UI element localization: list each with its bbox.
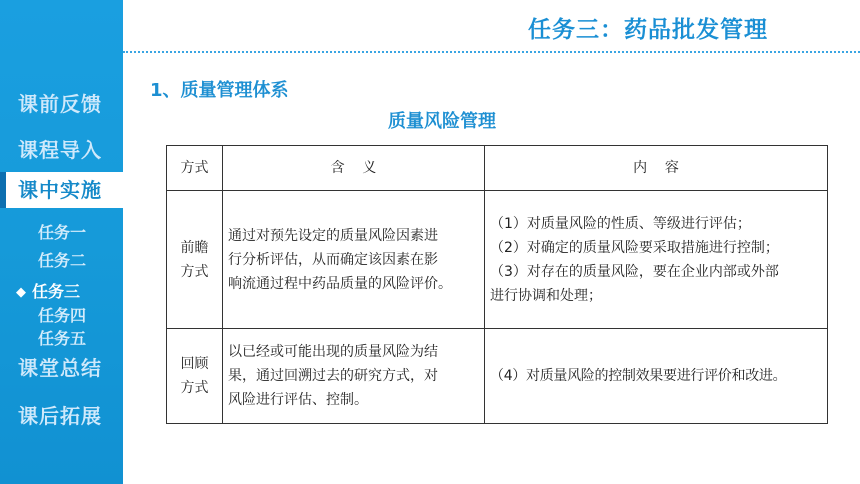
table-caption: 质量风险管理 [388,111,496,132]
sidebar [0,0,123,484]
meaning-cell: 通过对预先设定的质量风险因素进 行分析评估，从而确定该因素在影 响流通过程中药品质量的风险评价。 [223,191,485,329]
table-row [167,191,828,329]
table-header-row [167,146,828,191]
column-header-content: 内 容 [485,146,828,191]
nav-subitem-task-2[interactable]: 任务二 [38,251,87,270]
nav-subitem-label: 任务三 [32,282,81,301]
nav-item-course-intro[interactable]: 课程导入 [18,138,102,162]
nav-subitem-task-4[interactable]: 任务四 [38,306,87,325]
meaning-cell: 以已经或可能出现的质量风险为结 果，通过回溯过去的研究方式，对 风险进行评估、控制。 [223,329,485,424]
section-heading: 1、质量管理体系 [150,80,289,101]
diamond-icon: ◆ [16,285,26,300]
content-cell: （1）对质量风险的性质、等级进行评估； （2）对确定的质量风险要采取措施进行控制； （3）对存在的质量风险，要在企业内部或外部 进行协调和处理； [485,191,828,329]
page-title: 任务三：药品批发管理 [528,17,768,43]
nav-item-pre-class-feedback[interactable]: 课前反馈 [18,92,102,116]
nav-item-in-class-implementation[interactable]: 课中实施 [0,172,123,208]
content-cell: （4）对质量风险的控制效果要进行评价和改进。 [485,329,828,424]
column-header-meaning: 含 义 [223,146,485,191]
nav-subitem-task-5[interactable]: 任务五 [38,329,87,348]
nav-item-class-summary[interactable]: 课堂总结 [18,356,102,380]
column-header-type: 方式 [167,146,223,191]
nav-item-after-class-extension[interactable]: 课后拓展 [18,404,102,428]
quality-risk-table [166,145,828,424]
type-cell: 前瞻 方式 [167,191,223,329]
nav-subitem-task-1[interactable]: 任务一 [38,223,87,242]
type-cell: 回顾 方式 [167,329,223,424]
nav-subitem-task-3[interactable] [16,279,80,302]
title-divider [123,51,860,53]
table-row [167,329,828,424]
